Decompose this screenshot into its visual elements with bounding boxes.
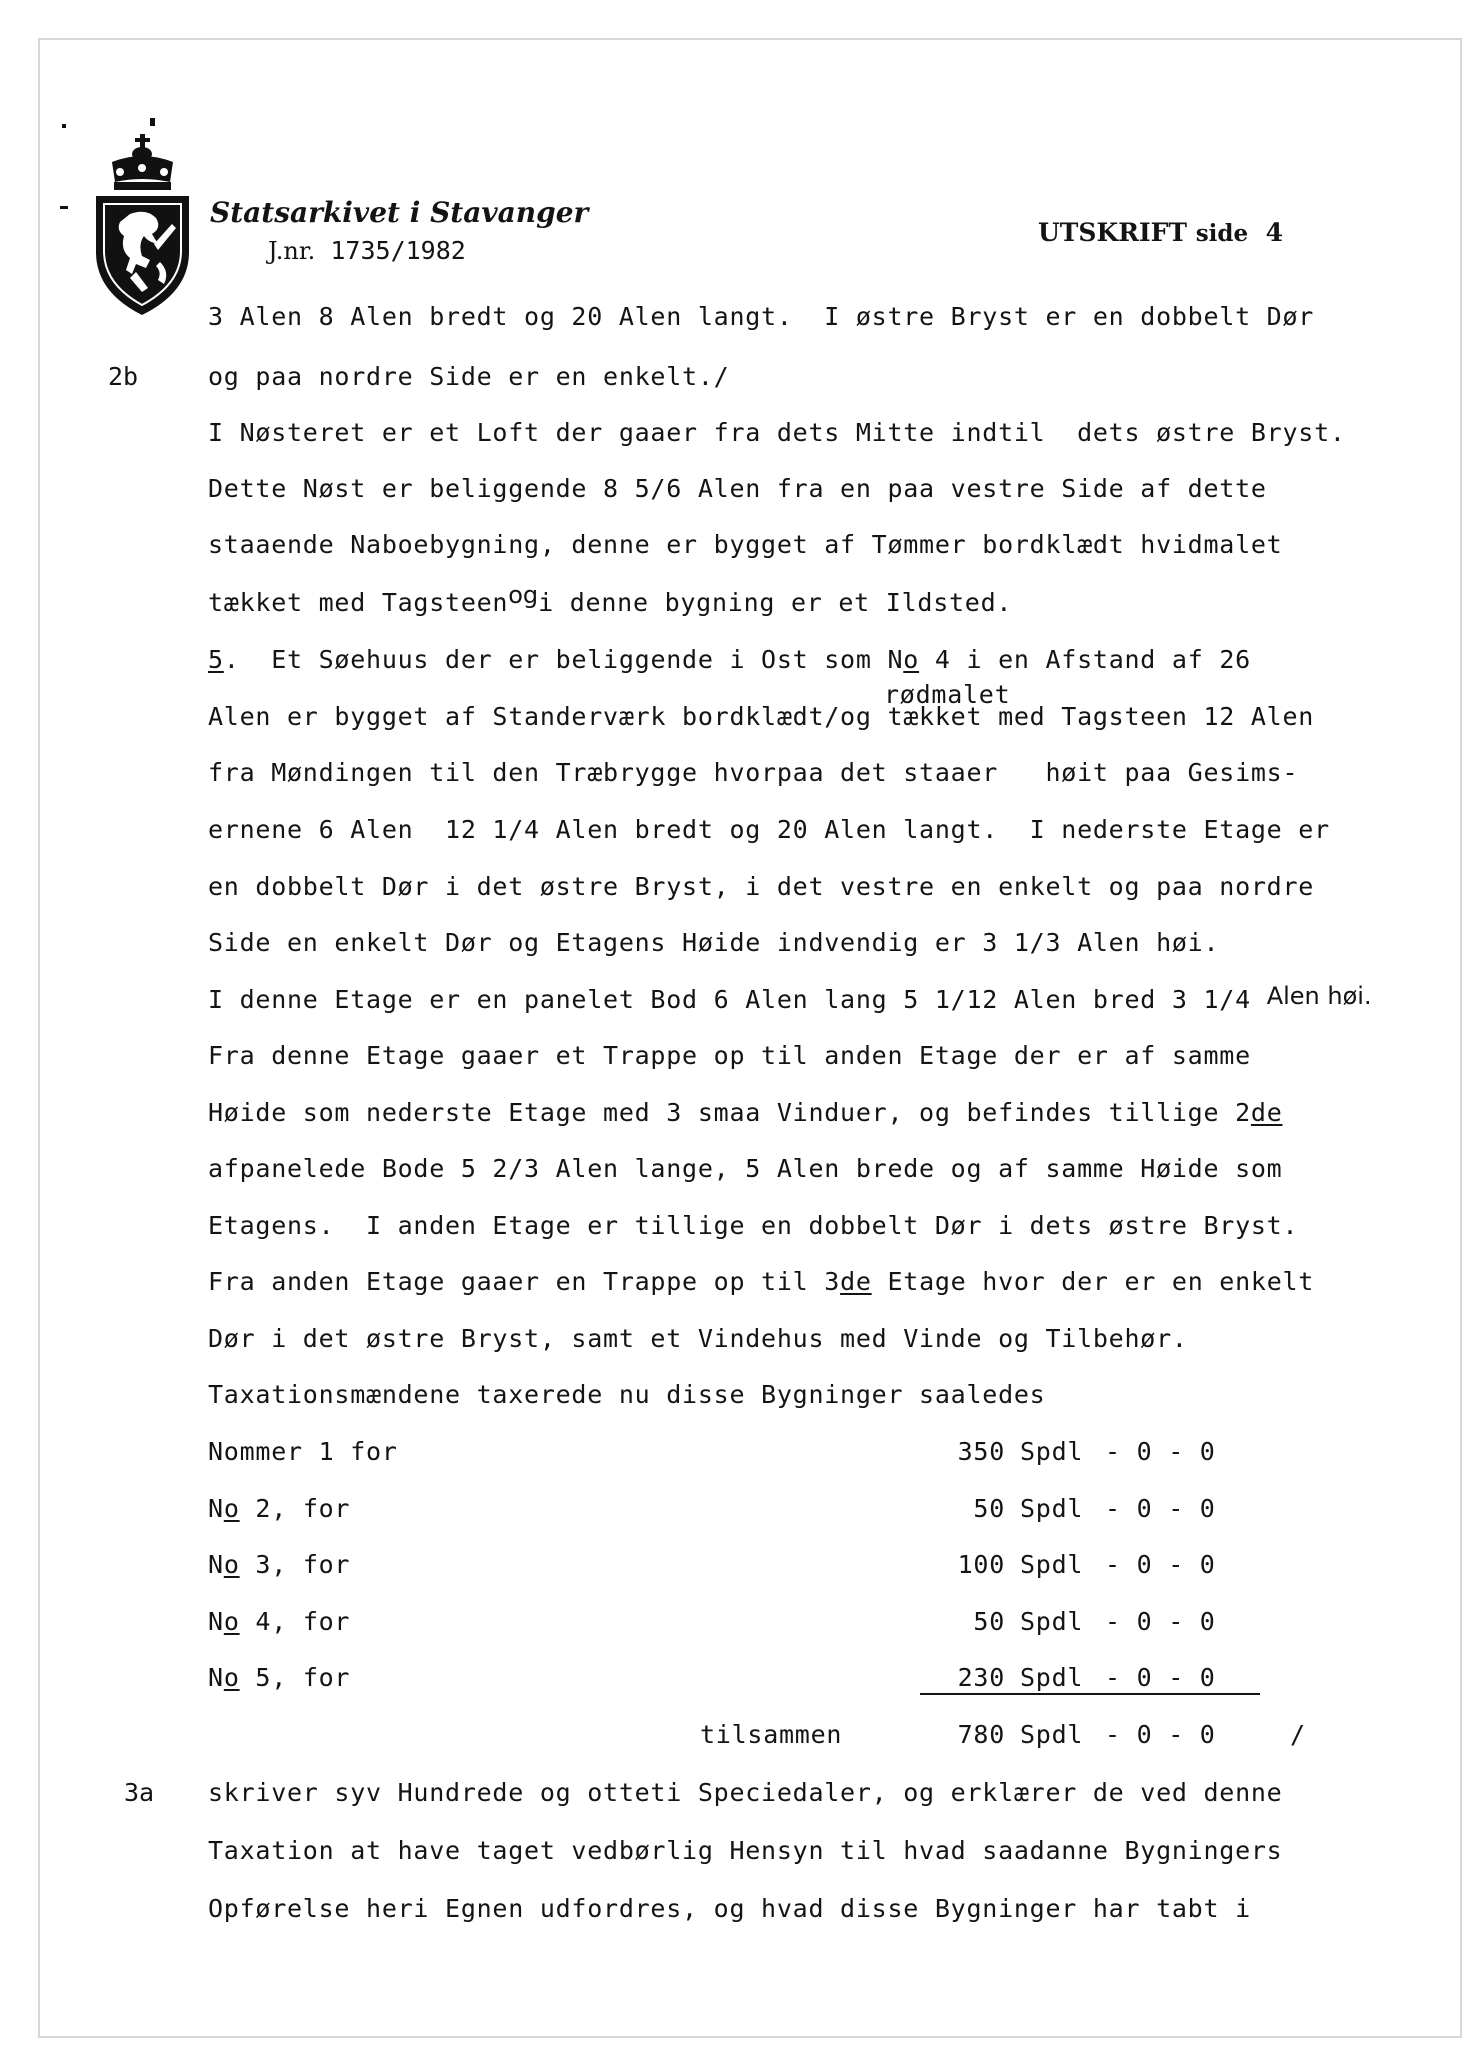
journal-number (268, 236, 466, 265)
text-line: 3 Alen 8 Alen bredt og 20 Alen langt. I østre Bryst er en dobbelt Dør (208, 302, 1315, 331)
text-fragment: Høide som nederste Etage med 3 smaa Vinduer, og befindes tillige 2 (208, 1098, 1251, 1127)
text-line: en dobbelt Dør i det østre Bryst, i det vestre en enkelt og paa nordre (208, 872, 1315, 901)
text-line: ernene 6 Alen 12 1/4 Alen bredt og 20 Alen langt. I nederste Etage er (208, 815, 1330, 844)
valuation-row-amount: 100 (957, 1550, 1005, 1579)
valuation-row-unit: Spdl (1020, 1607, 1084, 1636)
valuation-row-rest: - 0 - 0 (1105, 1437, 1216, 1466)
valuation-row-unit: Spdl (1020, 1494, 1084, 1523)
valuation-row-label (208, 1550, 350, 1580)
valuation-row-label (208, 1607, 350, 1637)
row-label-b: 3, for (239, 1550, 351, 1579)
text-fragment: tække (208, 588, 288, 617)
valuation-row-rest: - 0 - 0 (1105, 1550, 1216, 1579)
handwritten-insert: Alen høi. (1266, 982, 1372, 1010)
ordinal-suffix: de (1250, 1098, 1283, 1127)
valuation-row-unit: Spdl (1020, 1663, 1084, 1692)
text-line (208, 645, 1251, 675)
row-label-b: 5, for (239, 1663, 351, 1692)
text-line (208, 581, 1013, 618)
text-fragment: i denne bygning er et Ildsted. (538, 588, 1013, 617)
page-label-side: side (1195, 220, 1249, 247)
valuation-row-unit: Spdl (1020, 1437, 1084, 1466)
row-label-a: Nommer 1 for (208, 1437, 398, 1466)
total-unit: Spdl (1020, 1720, 1084, 1749)
valuation-row-amount: 230 (957, 1663, 1005, 1692)
margin-note-3a: 3a (124, 1778, 155, 1807)
number-abbrev-o: o (223, 1550, 240, 1579)
text-fragment: I denne Etage er en panelet Bod 6 Alen lang 5 1/12 Alen bred 3 1/4 (208, 985, 1267, 1014)
handwritten-insert: og (508, 581, 539, 609)
number-abbrev-o: o (223, 1607, 240, 1636)
text-line: Taxationsmændene taxerede nu disse Bygninger saaledes (208, 1380, 1046, 1409)
text-fragment: . Et Søehuus der er beliggende i Ost som (223, 645, 888, 674)
valuation-row-amount: 350 (957, 1437, 1005, 1466)
text-line: Opførelse heri Egnen udfordres, og hvad disse Bygninger har tabt i (208, 1894, 1251, 1923)
number-abbrev: No (208, 1550, 240, 1579)
valuation-row-amount: 50 (973, 1607, 1005, 1636)
valuation-row-amount: 50 (973, 1494, 1005, 1523)
valuation-row-rest: - 0 - 0 (1105, 1494, 1216, 1523)
number-abbrev-o: o (223, 1663, 240, 1692)
insertion-above: rødmalet (884, 680, 1011, 709)
ordinal-suffix: de (840, 1267, 872, 1296)
total-label: tilsammen (700, 1720, 843, 1749)
text-line: Side en enkelt Dør og Etagens Høide indvendig er 3 1/3 Alen høi. (208, 928, 1220, 957)
text-line: og paa nordre Side er en enkelt./ (208, 362, 730, 391)
number-abbrev: No (887, 645, 920, 674)
valuation-row-label (208, 1663, 350, 1693)
scan-mark (150, 118, 155, 126)
page-number: 4 (1265, 218, 1283, 247)
journal-label: J.nr. (268, 237, 316, 265)
number-abbrev-o: o (903, 645, 920, 674)
text-fragment: t med Tagsteen (287, 588, 509, 617)
text-line: Fra denne Etage gaaer et Trappe op til anden Etage der er af samme (208, 1041, 1251, 1070)
number-abbrev: No (208, 1663, 240, 1692)
text-line: skriver syv Hundrede og otteti Speciedaler, og erklærer de ved denne (208, 1778, 1283, 1807)
row-label-b: 4, for (239, 1607, 351, 1636)
text-line: Dør i det østre Bryst, samt et Vindehus med Vinde og Tilbehør. (208, 1324, 1188, 1353)
scan-mark (62, 124, 66, 128)
text-line: Taxation at have taget vedbørlig Hensyn til hvad saadanne Bygningers (208, 1836, 1283, 1865)
number-abbrev-o: o (223, 1494, 240, 1523)
row-label-b: 2, for (239, 1494, 351, 1523)
text-line (208, 982, 1372, 1015)
text-line: afpanelede Bode 5 2/3 Alen lange, 5 Alen brede og af samme Høide som (208, 1154, 1283, 1183)
total-amount: 780 (957, 1720, 1005, 1749)
text-line: staaende Naboebygning, denne er bygget af Tømmer bordklædt hvidmalet (208, 530, 1283, 559)
margin-note-2b: 2b (108, 362, 139, 391)
total-rest: - 0 - 0 (1105, 1720, 1216, 1749)
number-abbrev: No (208, 1494, 240, 1523)
norwegian-lion-coat-of-arms-icon (90, 132, 195, 317)
scan-mark (60, 206, 68, 209)
text-line (208, 1267, 1314, 1297)
valuation-row-label (208, 1494, 350, 1524)
number-abbrev: No (208, 1607, 240, 1636)
page-label (1038, 218, 1283, 247)
valuation-row-label (208, 1437, 398, 1467)
valuation-row-unit: Spdl (1020, 1550, 1084, 1579)
total-mark: / (1290, 1720, 1306, 1749)
valuation-row-rest: - 0 - 0 (1105, 1663, 1216, 1692)
text-line (208, 1098, 1283, 1128)
page-label-title: UTSKRIFT (1038, 218, 1188, 247)
text-line: Alen er bygget af Standerværk bordklædt/og tækket med Tagsteen 12 Alen (208, 702, 1315, 731)
text-fragment: 4 i en Afstand af 26 (919, 645, 1251, 674)
text-fragment: Fra anden Etage gaaer en Trappe op til 3 (208, 1267, 841, 1296)
text-line: Dette Nøst er beliggende 8 5/6 Alen fra en paa vestre Side af dette (208, 474, 1267, 503)
item-number: 5 (208, 645, 224, 674)
sum-rule (920, 1693, 1260, 1695)
text-line: fra Møndingen til den Træbrygge hvorpaa det staaer høit paa Gesims- (208, 758, 1299, 787)
journal-value: 1735/1982 (330, 236, 466, 265)
text-fragment: Etage hvor der er en enkelt (871, 1267, 1315, 1296)
text-line: I Nøsteret er et Loft der gaaer fra dets Mitte indtil dets østre Bryst. (208, 418, 1346, 447)
archive-name: Statsarkivet i Stavanger (210, 196, 589, 229)
text-line: Etagens. I anden Etage er tillige en dobbelt Dør i dets østre Bryst. (208, 1211, 1299, 1240)
valuation-row-rest: - 0 - 0 (1105, 1607, 1216, 1636)
